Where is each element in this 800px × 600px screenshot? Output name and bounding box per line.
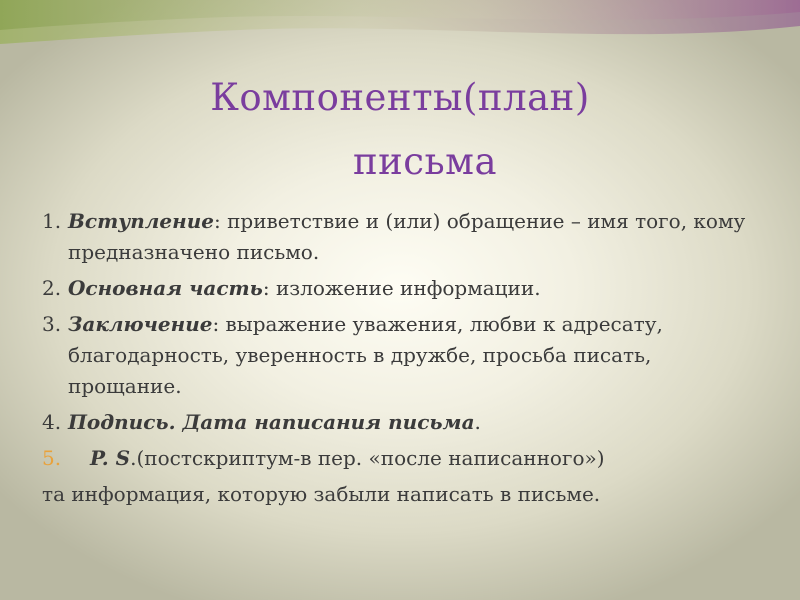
slide-title-line-2: письма — [352, 140, 498, 183]
list-item — [42, 273, 762, 304]
item-text: . — [474, 410, 481, 434]
item-keyword: Вступление — [68, 209, 214, 233]
list-item — [42, 206, 762, 268]
item-text: : выражение уважения, любви к адресату, благодарность, уверенность в дружбе, просьба писать, прощание. — [68, 312, 663, 398]
list-item — [42, 407, 762, 438]
ps-description: та информация, которую забыли написать в письме. — [42, 482, 601, 506]
slide-title-line-1: Компоненты(план) — [210, 76, 590, 119]
item-number: 4. — [42, 410, 62, 434]
item-keyword: Подпись. Дата написания письма — [68, 410, 475, 434]
item-text: .(постскриптум-в пер. «после написанного») — [130, 446, 605, 470]
item-keyword: P. S — [90, 446, 131, 470]
list-item — [42, 443, 762, 474]
item-number: 3. — [42, 312, 62, 336]
item-text: : изложение информации. — [262, 276, 541, 300]
item-text: : приветствие и (или) обращение – имя того, кому предназначено письмо. — [68, 209, 746, 264]
item-keyword: Заключение — [68, 312, 213, 336]
item-keyword: Основная часть — [68, 276, 263, 300]
components-list — [42, 206, 762, 510]
item-number: 1. — [42, 209, 62, 233]
item-number: 5. — [42, 446, 62, 470]
item-number: 2. — [42, 276, 62, 300]
decorative-swoosh — [0, 0, 800, 70]
list-item — [42, 309, 762, 402]
